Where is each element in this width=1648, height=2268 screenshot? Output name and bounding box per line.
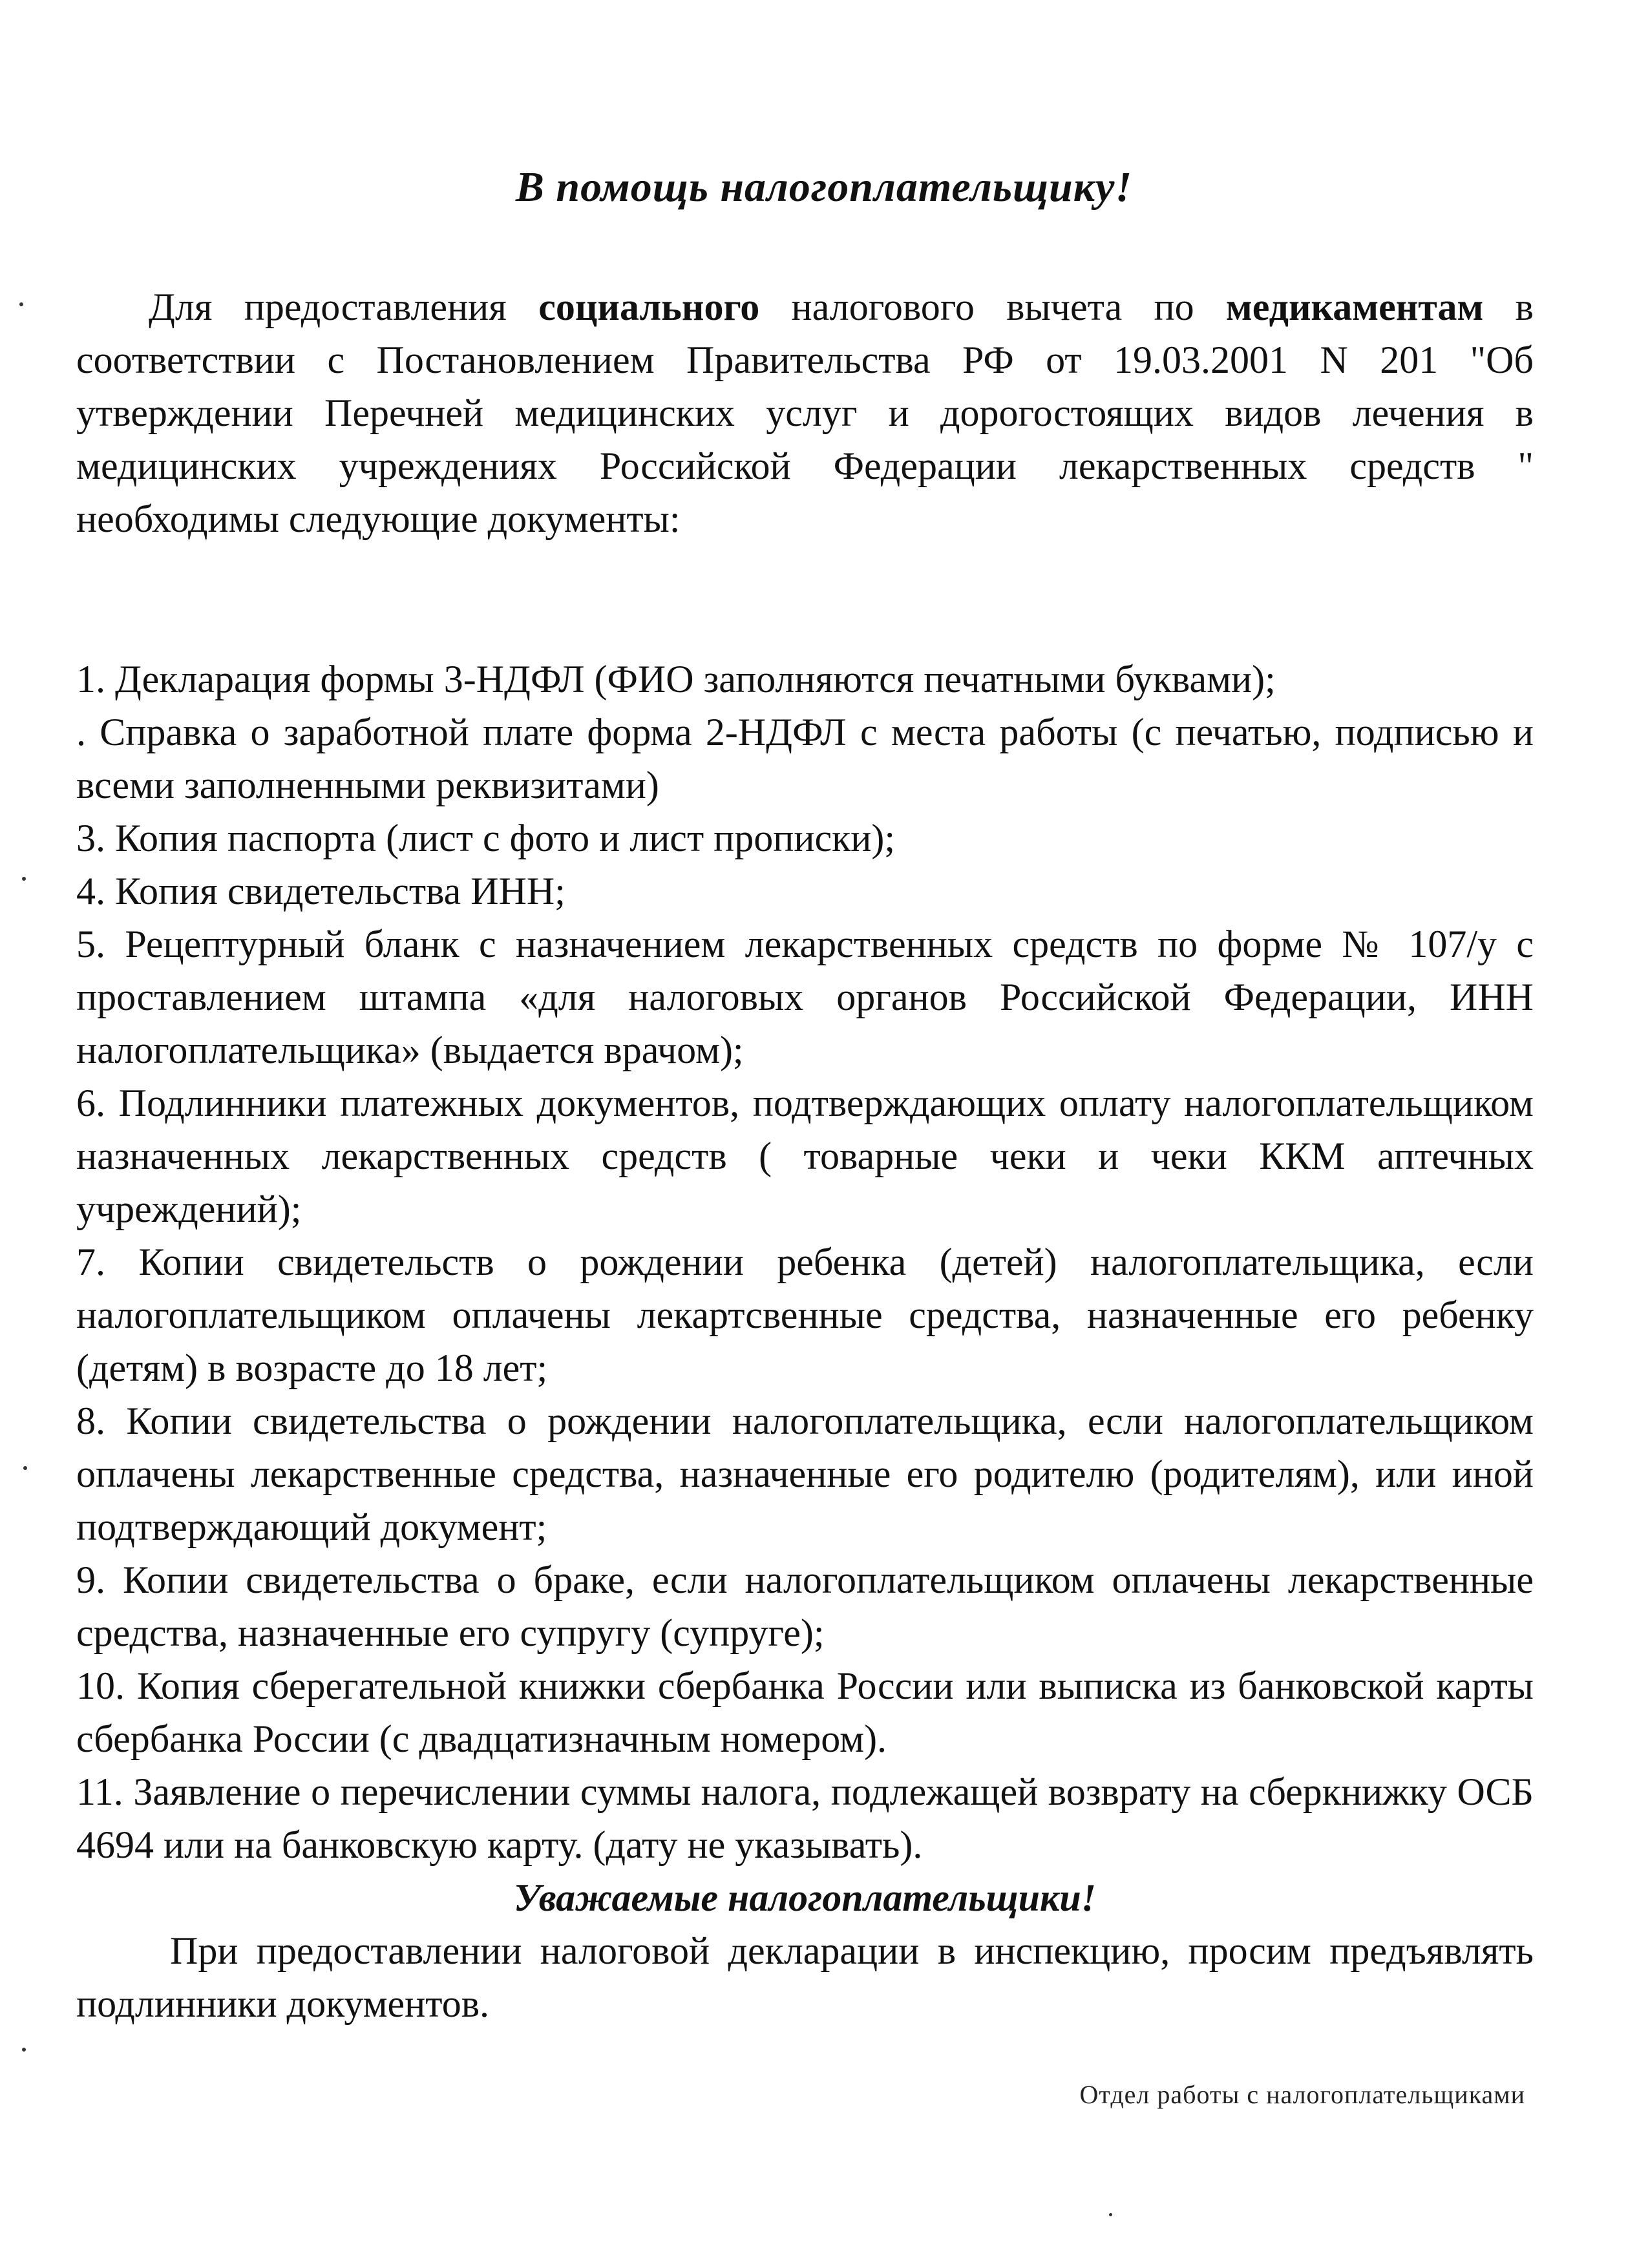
documents-list [76, 653, 1534, 1871]
scan-speck [22, 2048, 26, 2052]
document-body [76, 280, 1534, 2030]
list-item-5: 5. Рецептурный бланк с назначением лекарственных средств по форме № 107/у с проставлением штампа «для налоговых органов Российской Федерации, ИНН налогоплательщика» (выдается врачом); [76, 923, 1534, 1071]
address-heading: Уважаемые налогоплательщики! [513, 1876, 1097, 1919]
closing-paragraph: При предоставлении налоговой декларации в инспекцию, просим предъявлять подлинники документов. [76, 1929, 1534, 2025]
intro-bold-social: социального [538, 286, 760, 328]
intro-text-3: в соответствии с Постановлением Правительства РФ от 19.03.2001 N 201 "Об утверждении Перечней медицинских услуг и дорогостоящих видов лечения в медицинских учреждениях Российской Федерации лекарственных средств " необходимы следующие документы: [76, 286, 1534, 540]
scan-speck [19, 302, 23, 306]
list-item-11: 11. Заявление о перечислении суммы налога, подлежащей возврату на сберкнижку ОСБ 4694 или на банковскую карту. (дату не указывать). [76, 1770, 1534, 1866]
scan-speck [1109, 2213, 1112, 2216]
list-item-3: 3. Копия паспорта (лист с фото и лист прописки); [76, 817, 896, 859]
scan-speck [23, 1466, 27, 1470]
intro-paragraph [76, 280, 1534, 545]
list-item-4: 4. Копия свидетельства ИНН; [76, 870, 565, 912]
list-item-8: 8. Копии свидетельства о рождении налогоплательщика, если налогоплательщиком оплачены лекарственные средства, назначенные его родителю (родителям), или иной подтверждающий документ; [76, 1400, 1534, 1548]
document-title: В помощь налогоплательщику! [515, 163, 1133, 211]
intro-bold-medicines: медикаментам [1225, 286, 1484, 328]
intro-text-2: налогового вычета по [759, 286, 1226, 328]
intro-text-1: Для предоставления [149, 286, 539, 328]
scan-speck [22, 877, 26, 881]
list-item-1: 1. Декларация формы 3-НДФЛ (ФИО заполняются печатными буквами); [76, 658, 1276, 700]
list-item-7: 7. Копии свидетельств о рождении ребенка (детей) налогоплательщика, если налогоплательщиком оплачены лекартсвенные средства, назначенные его ребенку (детям) в возрасте до 18 лет; [76, 1241, 1534, 1389]
list-item-10: 10. Копия сберегательной книжки сбербанка России или выписка из банковской карты сбербанка России (с двадцатизначным номером). [76, 1664, 1534, 1760]
department-signature: Отдел работы с налогоплательщиками [1079, 2080, 1525, 2109]
list-item-2: . Справка о заработной плате форма 2-НДФЛ с места работы (с печатью, подписью и всеми заполненными реквизитами) [76, 711, 1534, 806]
list-item-6: 6. Подлинники платежных документов, подтверждающих оплату налогоплательщиком назначенных лекарственных средств ( товарные чеки и чеки ККМ аптечных учреждений); [76, 1082, 1534, 1230]
list-item-9: 9. Копии свидетельства о браке, если налогоплательщиком оплачены лекарственные средства, назначенные его супругу (супруге); [76, 1559, 1534, 1654]
